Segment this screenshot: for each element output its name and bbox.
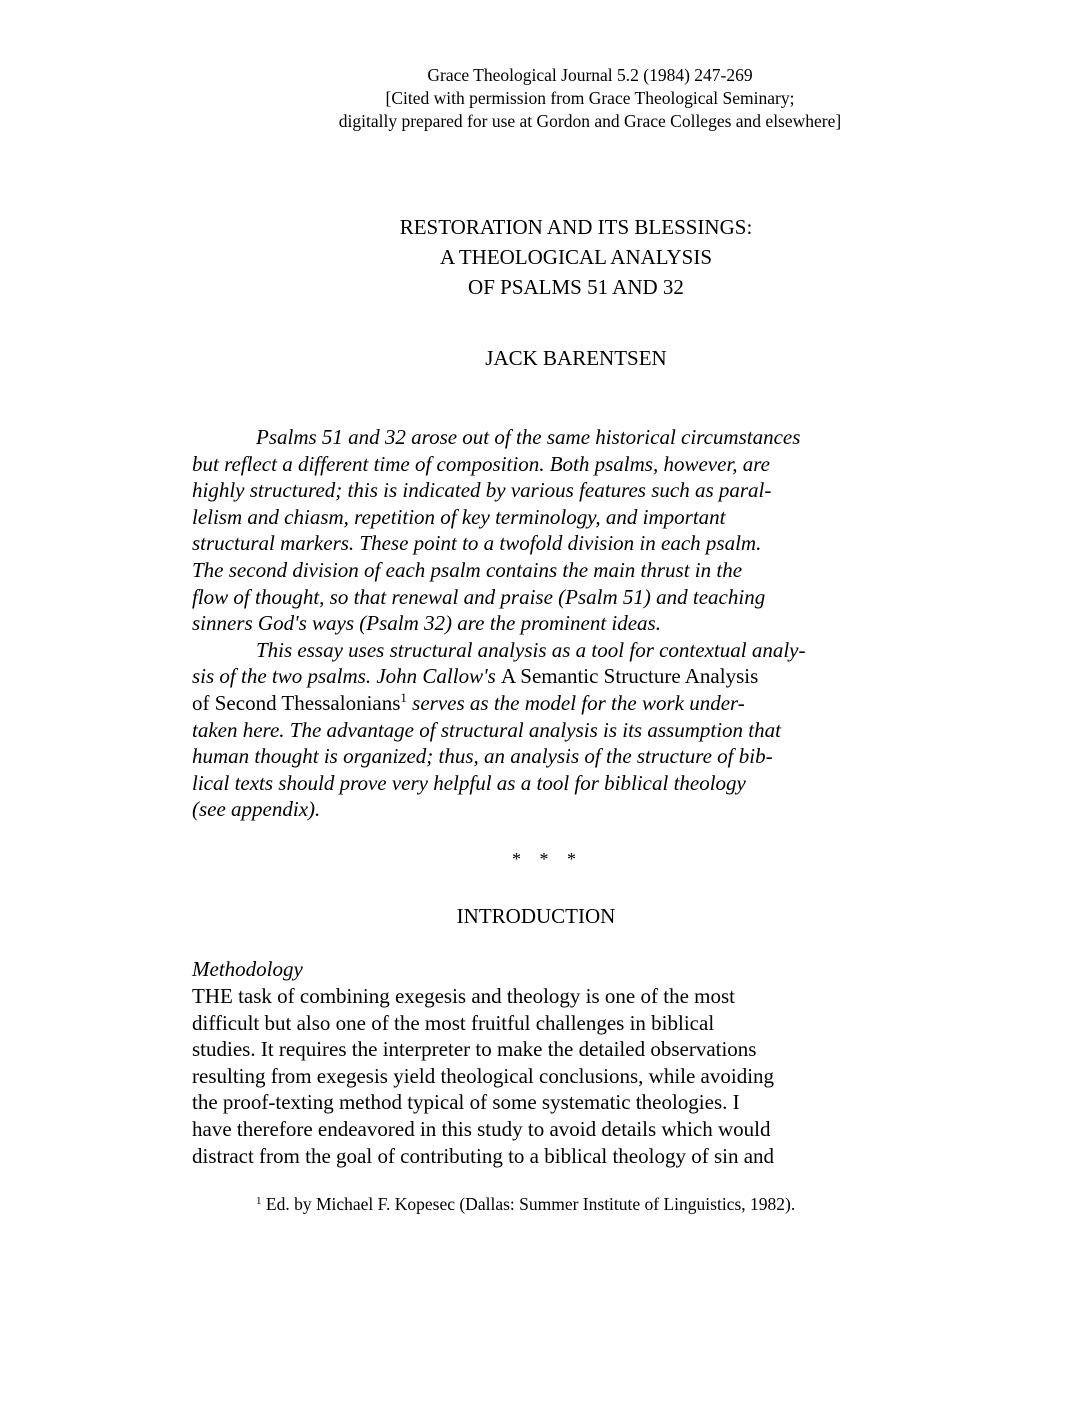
cited-book-title: of Second Thessalonians	[192, 690, 401, 715]
abstract-text: serves as the model for the work under-	[406, 690, 745, 715]
journal-citation-header	[0, 64, 1088, 133]
body-line: distract from the goal of contributing to a biblical theology of sin and	[192, 1143, 775, 1168]
footnote-text: Ed. by Michael F. Kopesec (Dallas: Summer Institute of Linguistics, 1982).	[261, 1194, 796, 1214]
cited-book-title: A Semantic Structure Analysis	[501, 664, 759, 689]
subsection-heading: Methodology	[192, 957, 303, 981]
abstract-line: (see appendix).	[192, 797, 321, 822]
section-separator: * * *	[512, 849, 576, 869]
abstract-line	[192, 690, 872, 717]
section-heading: INTRODUCTION	[456, 904, 616, 928]
abstract-line	[192, 663, 872, 690]
abstract-line: structural markers. These point to a twofold division in each psalm.	[192, 531, 762, 556]
body-line: have therefore endeavored in this study to avoid details which would	[192, 1116, 771, 1141]
title-line: RESTORATION AND ITS BLESSINGS:	[399, 215, 753, 239]
article-title	[0, 212, 1088, 302]
title-line: A THEOLOGICAL ANALYSIS	[439, 245, 713, 269]
body-paragraph	[192, 983, 774, 1169]
author-name: JACK BARENTSEN	[485, 346, 667, 370]
abstract-line: taken here. The advantage of structural analysis is its assumption that	[192, 717, 781, 742]
abstract	[192, 424, 872, 823]
body-line: studies. It requires the interpreter to make the detailed observations	[192, 1037, 757, 1062]
footnote-marker: 1	[256, 1195, 262, 1207]
abstract-line: flow of thought, so that renewal and praise (Psalm 51) and teaching	[192, 584, 766, 609]
permission-line: [Cited with permission from Grace Theological Seminary;	[385, 88, 795, 108]
body-line: THE task of combining exegesis and theology is one of the most	[192, 984, 735, 1008]
abstract-line: lical texts should prove very helpful as a tool for biblical theology	[192, 770, 746, 795]
abstract-line: highly structured; this is indicated by various features such as paral-	[192, 478, 772, 503]
abstract-line: but reflect a different time of composition. Both psalms, however, are	[192, 451, 771, 476]
body-line: the proof-texting method typical of some systematic theologies. I	[192, 1090, 740, 1115]
body-line: difficult but also one of the most fruitful challenges in biblical	[192, 1010, 715, 1035]
digital-preparation-line: digitally prepared for use at Gordon and Grace Colleges and elsewhere]	[338, 111, 842, 131]
title-line: OF PSALMS 51 AND 32	[468, 275, 684, 299]
footnote	[256, 1193, 795, 1215]
abstract-line: lelism and chiasm, repetition of key terminology, and important	[192, 504, 726, 529]
abstract-line: human thought is organized; thus, an analysis of the structure of bib-	[192, 744, 773, 769]
abstract-line: This essay uses structural analysis as a tool for contextual analy-	[256, 637, 806, 662]
body-line: resulting from exegesis yield theological conclusions, while avoiding	[192, 1063, 775, 1088]
abstract-text: sis of the two psalms. John Callow's	[192, 664, 502, 689]
abstract-line: The second division of each psalm contains the main thrust in the	[192, 557, 743, 582]
abstract-line: Psalms 51 and 32 arose out of the same historical circumstances	[256, 425, 801, 449]
journal-citation-line: Grace Theological Journal 5.2 (1984) 247-269	[427, 65, 753, 85]
abstract-line: sinners God's ways (Psalm 32) are the prominent ideas.	[192, 611, 661, 636]
footnote-reference[interactable]: 1	[400, 689, 407, 705]
